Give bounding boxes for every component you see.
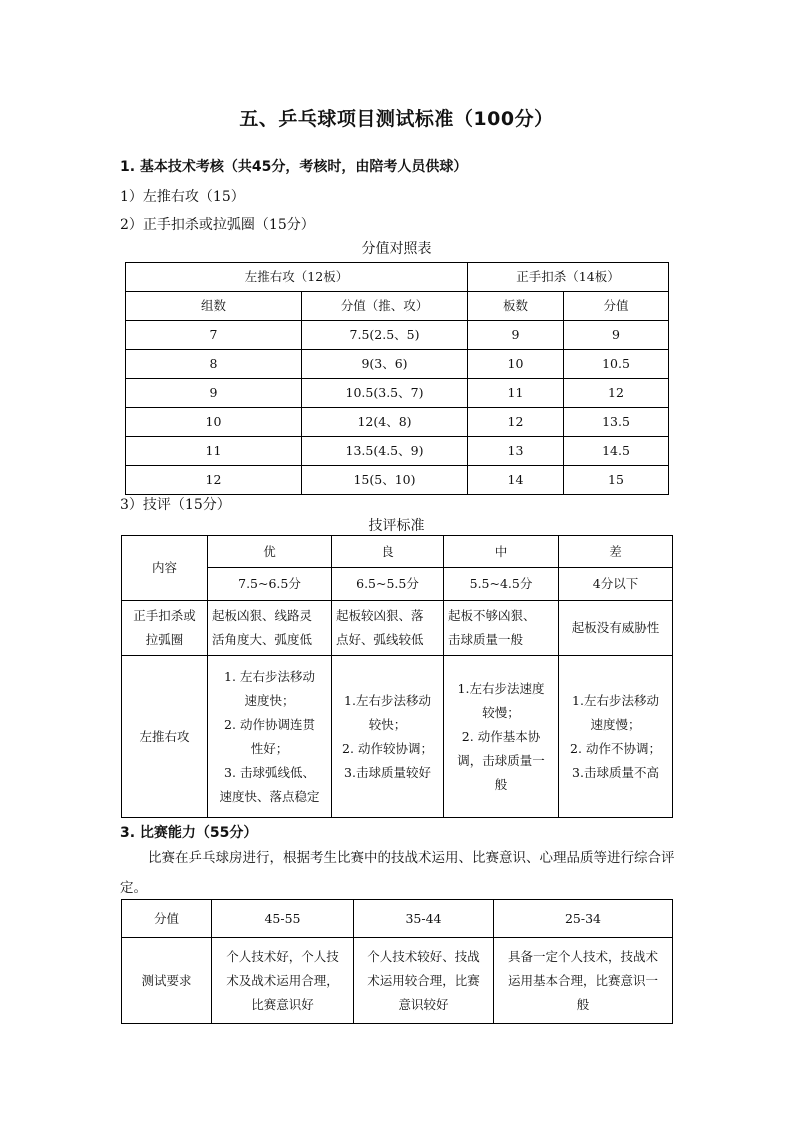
cell-line: 1.左右步法移动 [572, 692, 659, 708]
col-header: 分值（推、攻） [302, 292, 468, 321]
cell-line: 具备一定个人技术，技战术 [507, 948, 658, 964]
table-cell: 15(5、10) [302, 466, 468, 495]
table-cell: 12(4、8) [302, 408, 468, 437]
cell-line: 较慢； [482, 704, 520, 720]
row-label [122, 601, 208, 656]
range-header: 35-44 [354, 900, 494, 938]
cell-line: 3.击球质量较好 [344, 764, 431, 780]
cell-line: 速度快、落点稳定 [219, 788, 320, 804]
table-cell: 15 [564, 466, 669, 495]
row-label: 左推右攻 [122, 656, 208, 818]
cell-line: 速度慢； [590, 716, 641, 732]
cell-line: 点好、弧线较低 [336, 632, 424, 647]
cell-line: 3.击球质量不高 [572, 764, 659, 780]
table-row [122, 656, 673, 818]
cell-line: 术运用较合理，比赛 [367, 972, 480, 988]
content-label: 内容 [122, 536, 208, 601]
grade-header: 差 [559, 536, 673, 568]
table-cell: 9 [564, 321, 669, 350]
table-cell [212, 938, 354, 1024]
cell-line: 3. 击球弧线低、 [224, 764, 315, 780]
table-cell [354, 938, 494, 1024]
table-row [126, 350, 669, 379]
table-cell: 10 [468, 350, 564, 379]
cell-line: 2. 动作协调连贯 [224, 716, 315, 732]
table-cell: 10.5(3.5、7) [302, 379, 468, 408]
score-label: 分值 [122, 900, 212, 938]
cell-line: 调，击球质量一 [457, 752, 545, 768]
cell-line: 起板不够凶狠、 [448, 608, 536, 623]
table-cell [444, 601, 559, 656]
table-cell: 9(3、6) [302, 350, 468, 379]
table-cell: 9 [126, 379, 302, 408]
cell-line: 运用基本合理，比赛意识一 [507, 972, 658, 988]
table-row [122, 601, 673, 656]
score-table [125, 262, 669, 495]
table-row [126, 379, 669, 408]
cell-line: 般 [494, 776, 508, 792]
item-2: 2）正手扣杀或拉弧圈（15分） [120, 217, 315, 233]
table-cell: 10 [126, 408, 302, 437]
table-cell [494, 938, 673, 1024]
table-cell [208, 601, 332, 656]
table-cell: 13.5(4.5、9) [302, 437, 468, 466]
row-label-line: 正手扣杀或 [133, 608, 196, 623]
table-row [126, 437, 669, 466]
match-table [121, 899, 673, 1024]
table-cell [208, 656, 332, 818]
table-cell: 12 [468, 408, 564, 437]
technique-table [121, 535, 673, 818]
table-cell [559, 601, 673, 656]
col-header: 板数 [468, 292, 564, 321]
cell-line: 速度快； [244, 692, 295, 708]
grade-header: 优 [208, 536, 332, 568]
table-cell [332, 656, 444, 818]
table-cell: 13 [468, 437, 564, 466]
table-cell: 14 [468, 466, 564, 495]
section1-heading: 1. 基本技术考核（共45分，考核时，由陪考人员供球） [120, 159, 468, 175]
table-row [122, 938, 673, 1024]
item-1: 1）左推右攻（15） [120, 189, 245, 205]
range-header: 25-34 [494, 900, 673, 938]
cell-line: 活角度大、弧度低 [212, 632, 313, 647]
cell-line: 起板凶狠、线路灵 [212, 608, 313, 623]
cell-line: 1. 左右步法移动 [224, 668, 315, 684]
table-cell: 7 [126, 321, 302, 350]
cell-line: 击球质量一般 [448, 632, 524, 647]
grade-range: 7.5~6.5分 [208, 568, 332, 601]
row-label-line: 拉弧圈 [145, 632, 184, 647]
table-cell: 11 [126, 437, 302, 466]
range-header: 45-55 [212, 900, 354, 938]
table-cell: 13.5 [564, 408, 669, 437]
col-header: 分值 [564, 292, 669, 321]
cell-line: 般 [576, 996, 590, 1012]
cell-line: 1.左右步法移动 [344, 692, 431, 708]
req-label: 测试要求 [122, 938, 212, 1024]
item-3: 3）技评（15分） [120, 497, 231, 513]
grade-header: 中 [444, 536, 559, 568]
grade-header: 良 [332, 536, 444, 568]
table-cell: 14.5 [564, 437, 669, 466]
table-cell: 8 [126, 350, 302, 379]
grade-range: 5.5~4.5分 [444, 568, 559, 601]
col-header: 组数 [126, 292, 302, 321]
cell-line: 意识较好 [398, 996, 449, 1012]
group-left-header: 左推右攻（12板） [126, 263, 468, 292]
cell-line: 2. 动作不协调； [570, 740, 661, 756]
section3-paragraph: 比赛在乒乓球房进行，根据考生比赛中的技战术运用、比赛意识、心理品质等进行综合评定。 [120, 850, 675, 896]
grade-range: 6.5~5.5分 [332, 568, 444, 601]
cell-line: 个人技术较好、技战 [367, 948, 480, 964]
table-cell: 7.5(2.5、5) [302, 321, 468, 350]
table-cell [444, 656, 559, 818]
group-right-header: 正手扣杀（14板） [468, 263, 669, 292]
table-cell: 12 [564, 379, 669, 408]
cell-line: 个人技术好，个人技 [226, 948, 339, 964]
section3-heading: 3. 比赛能力（55分） [120, 825, 258, 841]
table-cell: 10.5 [564, 350, 669, 379]
cell-line: 比赛意识好 [251, 996, 314, 1012]
cell-line: 2. 动作较协调； [342, 740, 433, 756]
table-cell [332, 601, 444, 656]
cell-line: 起板较凶狠、落 [336, 608, 424, 623]
cell-line: 起板没有威胁性 [571, 620, 660, 635]
table-row [126, 321, 669, 350]
page-title: 五、乒乓球项目测试标准（100分） [239, 108, 554, 130]
cell-line: 性好； [250, 740, 289, 756]
cell-line: 1.左右步法速度 [457, 680, 545, 696]
table-cell: 11 [468, 379, 564, 408]
table-cell [559, 656, 673, 818]
table2-caption: 技评标准 [368, 518, 425, 534]
cell-line: 2. 动作基本协 [461, 728, 541, 744]
table-cell: 9 [468, 321, 564, 350]
table-row [126, 466, 669, 495]
cell-line: 术及战术运用合理， [226, 972, 339, 988]
grade-range: 4分以下 [559, 568, 673, 601]
table-cell: 12 [126, 466, 302, 495]
table-row [126, 408, 669, 437]
table1-caption: 分值对照表 [361, 241, 432, 257]
cell-line: 较快； [368, 716, 407, 732]
